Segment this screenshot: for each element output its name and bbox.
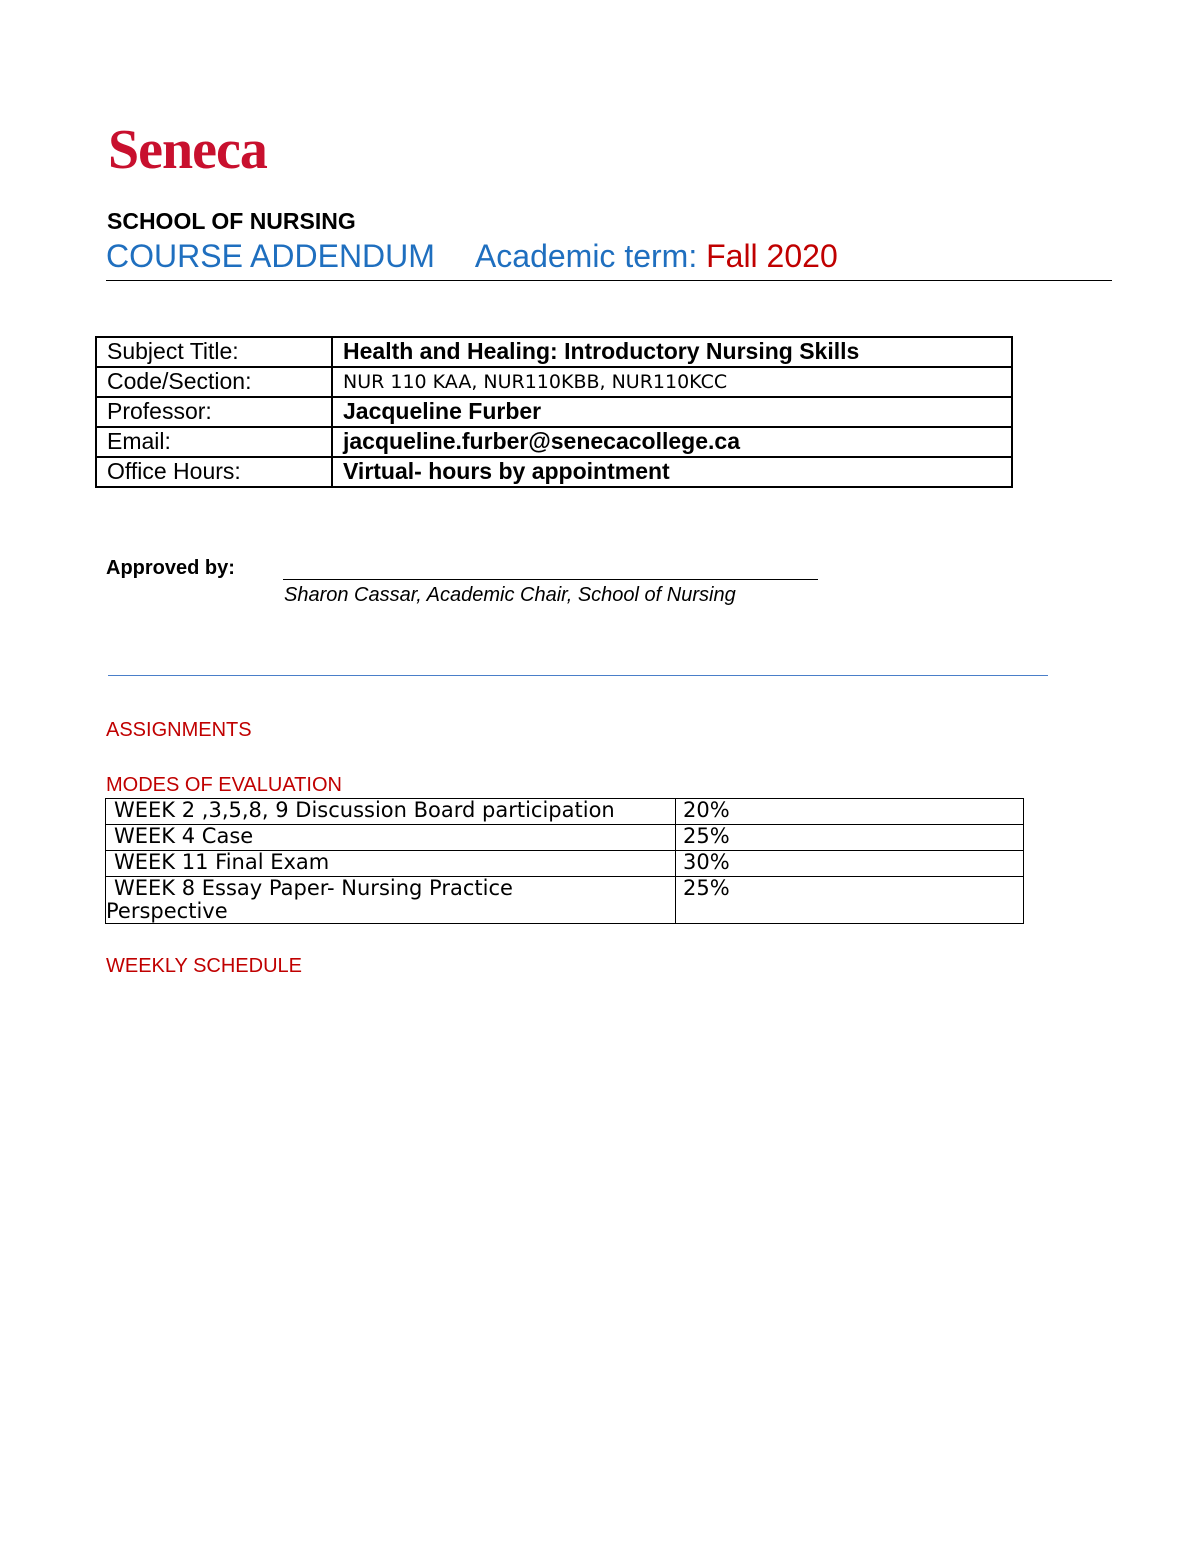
table-row [96, 427, 1012, 457]
email-value[interactable]: jacqueline.furber@senecacollege.ca [332, 427, 1012, 457]
table-row [96, 367, 1012, 397]
evaluation-item [106, 877, 676, 924]
table-row [106, 877, 1024, 924]
evaluation-item: WEEK 11 Final Exam [106, 851, 676, 877]
evaluation-weight: 20% [676, 799, 1024, 825]
professor-label: Professor: [96, 397, 332, 427]
section-divider [108, 675, 1048, 676]
course-addendum-title: COURSE ADDENDUM [106, 238, 435, 274]
table-row [106, 799, 1024, 825]
school-name: SCHOOL OF NURSING [107, 208, 356, 234]
signatory-name: Sharon Cassar, Academic Chair, School of Nursing [284, 584, 736, 606]
weekly-schedule-heading: WEEKLY SCHEDULE [106, 955, 302, 977]
subject-title-label: Subject Title: [96, 337, 332, 367]
approved-by-label: Approved by: [106, 557, 235, 579]
table-row [106, 825, 1024, 851]
subject-title-value: Health and Healing: Introductory Nursing Skills [332, 337, 1012, 367]
evaluation-weight: 25% [676, 825, 1024, 851]
evaluation-weight: 30% [676, 851, 1024, 877]
table-row [96, 457, 1012, 487]
evaluation-item-line2: Perspective [106, 899, 228, 924]
modes-of-evaluation-heading: MODES OF EVALUATION [106, 774, 342, 796]
assignments-heading: ASSIGNMENTS [106, 719, 252, 741]
academic-term-label: Academic term: [474, 238, 698, 274]
professor-value: Jacqueline Furber [332, 397, 1012, 427]
evaluation-weight: 25% [676, 877, 1024, 924]
evaluation-table [105, 798, 1024, 924]
academic-term-value: Fall 2020 [706, 238, 838, 274]
table-row [96, 397, 1012, 427]
evaluation-item: WEEK 2 ,3,5,8, 9 Discussion Board participation [106, 799, 676, 825]
code-section-label: Code/Section: [96, 367, 332, 397]
table-row [96, 337, 1012, 367]
document-title-row [106, 240, 838, 272]
office-hours-label: Office Hours: [96, 457, 332, 487]
table-row [106, 851, 1024, 877]
header-divider [106, 280, 1112, 281]
course-info-table [95, 336, 1013, 488]
seneca-logo: Seneca [108, 119, 267, 181]
signature-line [283, 562, 818, 580]
code-section-value: NUR 110 KAA, NUR110KBB, NUR110KCC [332, 367, 1012, 397]
email-label: Email: [96, 427, 332, 457]
office-hours-value: Virtual- hours by appointment [332, 457, 1012, 487]
evaluation-item-line1: WEEK 8 Essay Paper- Nursing Practice [114, 876, 513, 900]
evaluation-item: WEEK 4 Case [106, 825, 676, 851]
